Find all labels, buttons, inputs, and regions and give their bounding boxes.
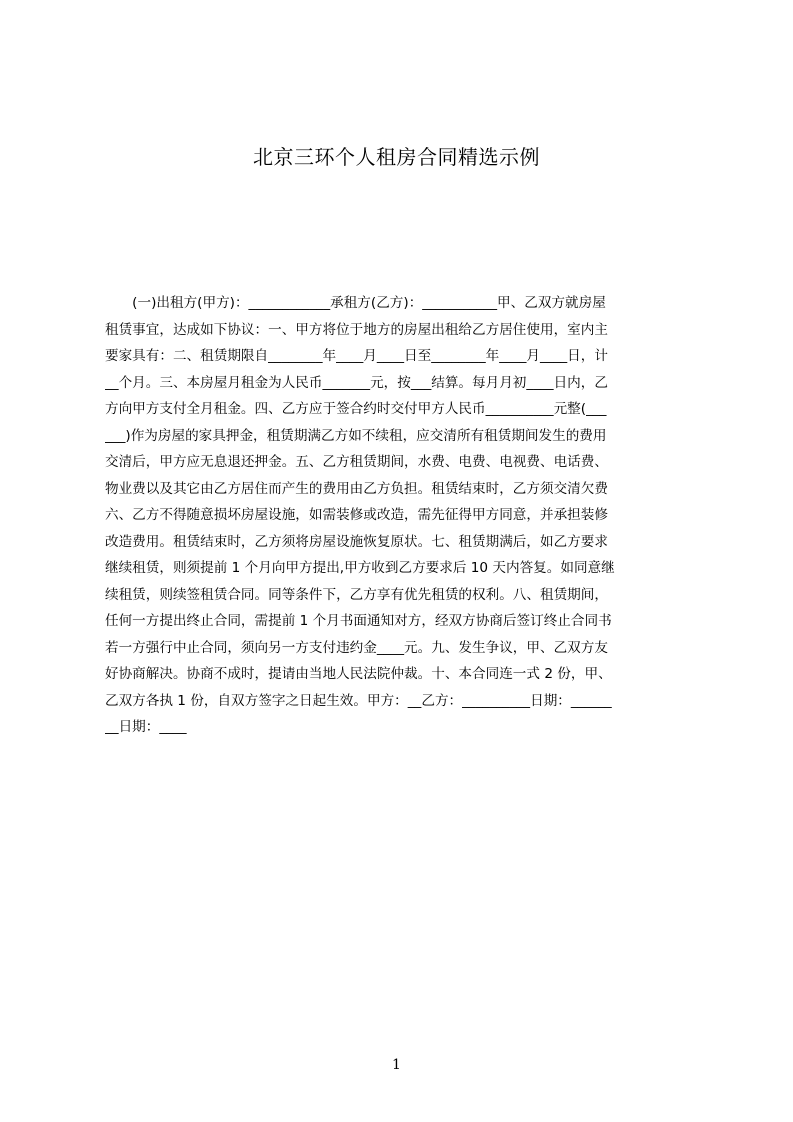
body-line: (一)出租方(甲方)：____________承租方(乙方)：___________甲、乙双方就房屋 — [105, 295, 606, 311]
body-line: 好协商解决。协商不成时，提请由当地人民法院仲裁。十、本合同连一式 2 份，甲、 — [105, 666, 612, 682]
body-line: 方向甲方支付全月租金。四、乙方应于签合约时交付甲方人民币__________元整(___ — [105, 401, 607, 417]
body-line: 物业费以及其它由乙方居住而产生的费用由乙方负担。租赁结束时，乙方须交清欠费 — [105, 480, 608, 497]
body-line: __个月。三、本房屋月租金为人民币_______元，按___结算。每月月初____日内，乙 — [105, 374, 608, 391]
body-line: 六、乙方不得随意损坏房屋设施，如需装修或改造，需先征得甲方同意，并承担装修 — [105, 507, 608, 523]
body-line: 租赁事宜，达成如下协议：一、甲方将位于地方的房屋出租给乙方居住使用，室内主 — [105, 321, 608, 338]
page-number: 1 — [392, 1057, 401, 1073]
body-line: 若一方强行中止合同，须向另一方支付违约金____元。九、发生争议，甲、乙双方友 — [105, 639, 608, 656]
body-line: 乙双方各执 1 份，自双方签字之日起生效。甲方：__乙方：__________日期：______ — [105, 692, 612, 709]
body-line: 继续租赁，则须提前 1 个月向甲方提出,甲方收到乙方要求后 10 天内答复。如同意继 — [105, 560, 615, 576]
body-line: ___)作为房屋的家具押金，租赁期满乙方如不续租，应交清所有租赁期间发生的费用 — [105, 427, 607, 444]
body-line: 交清后，甲方应无息退还押金。五、乙方租赁期间，水费、电费、电视费、电话费、 — [105, 454, 608, 470]
body-line: 续租赁，则续签租赁合同。同等条件下，乙方享有优先租赁的权利。八、租赁期间， — [105, 586, 608, 603]
body-line: __日期：____ — [105, 719, 187, 735]
body-line: 改造费用。租赁结束时，乙方须将房屋设施恢复原状。七、租赁期满后，如乙方要求 — [105, 533, 608, 550]
contract-body — [105, 290, 697, 741]
body-line: 要家具有：二、租赁期限自________年____月____日至________年____月____日，计 — [105, 348, 608, 364]
body-line: 任何一方提出终止合同，需提前 1 个月书面通知对方，经双方协商后签订终止合同书 — [105, 613, 612, 629]
document-title: 北京三环个人租房合同精选示例 — [253, 145, 540, 169]
